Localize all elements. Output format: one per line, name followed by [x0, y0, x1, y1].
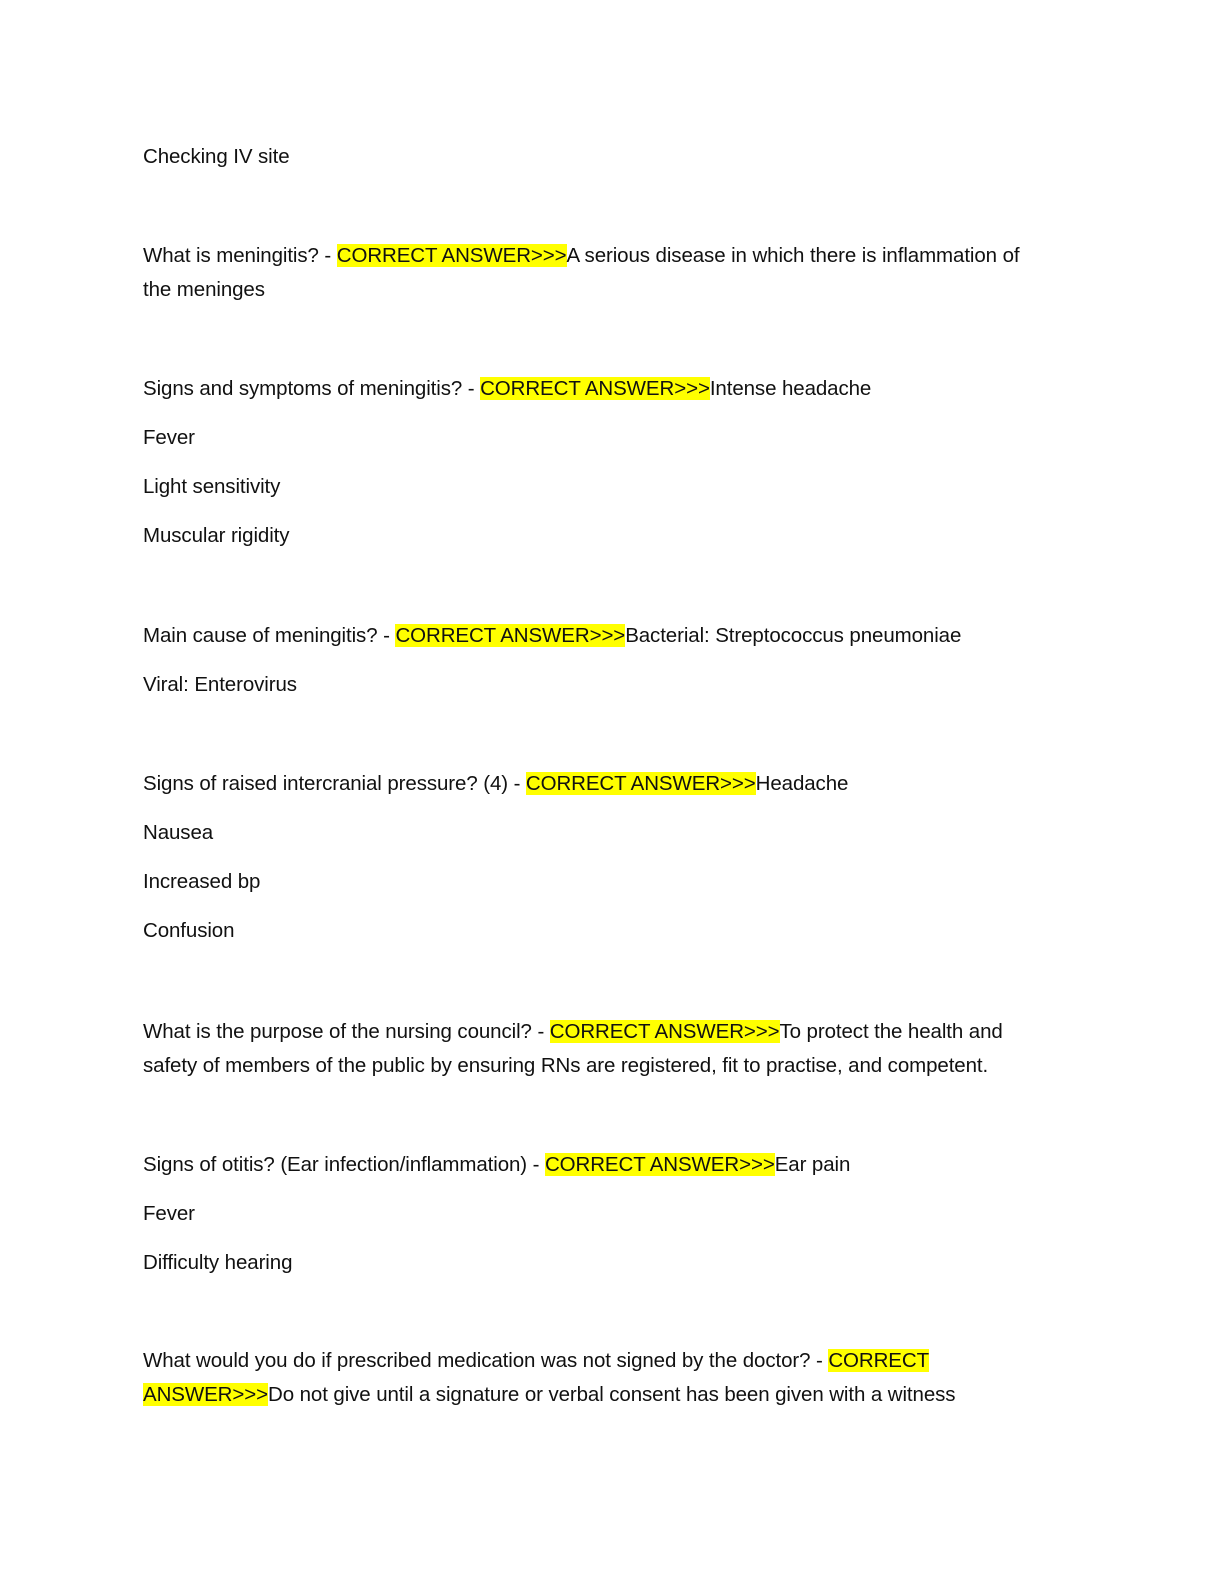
- answer-item: Increased bp: [143, 870, 261, 893]
- answer-continuation: the meninges: [143, 278, 265, 301]
- correct-answer-marker: CORRECT ANSWER>>>: [549, 1020, 780, 1043]
- correct-answer-marker: ANSWER>>>: [143, 1383, 268, 1406]
- answer-item: Confusion: [143, 919, 235, 942]
- question-text: What is the purpose of the nursing council? -: [143, 1020, 550, 1043]
- answer-text: A serious disease in which there is inflammation of: [566, 244, 1020, 267]
- answer-text: To protect the health and: [779, 1020, 1003, 1043]
- question-text: Signs of otitis? (Ear infection/inflammation) -: [143, 1153, 545, 1176]
- correct-answer-marker: CORRECT: [828, 1349, 929, 1372]
- answer-text: Bacterial: Streptococcus pneumoniae: [625, 624, 962, 647]
- qa-line: [143, 1148, 850, 1182]
- question-text: Checking IV site: [143, 145, 290, 168]
- answer-item: Fever: [143, 426, 195, 449]
- answer-item: Light sensitivity: [143, 475, 281, 498]
- correct-answer-marker: CORRECT ANSWER>>>: [544, 1153, 775, 1176]
- answer-item: Viral: Enterovirus: [143, 673, 297, 696]
- qa-line: [143, 1378, 955, 1412]
- qa-line: [143, 1344, 929, 1378]
- correct-answer-marker: CORRECT ANSWER>>>: [336, 244, 567, 267]
- answer-text: Intense headache: [709, 377, 872, 400]
- correct-answer-marker: CORRECT ANSWER>>>: [525, 772, 756, 795]
- qa-line: [143, 767, 848, 801]
- answer-item: Nausea: [143, 821, 214, 844]
- correct-answer-marker: CORRECT ANSWER>>>: [480, 377, 710, 400]
- answer-text: Headache: [755, 772, 849, 795]
- qa-line: [143, 239, 1019, 273]
- answer-continuation: safety of members of the public by ensuring RNs are registered, fit to practise, and competent.: [143, 1054, 989, 1077]
- qa-line: [143, 1015, 1003, 1049]
- qa-line: [143, 372, 871, 406]
- answer-item: Fever: [143, 1202, 195, 1225]
- question-text: What would you do if prescribed medication was not signed by the doctor? -: [143, 1349, 829, 1372]
- answer-text: Ear pain: [774, 1153, 851, 1176]
- correct-answer-marker: CORRECT ANSWER>>>: [395, 624, 626, 647]
- qa-line: [143, 619, 961, 653]
- answer-text: Do not give until a signature or verbal consent has been given with a witness: [268, 1383, 956, 1406]
- question-text: Main cause of meningitis? -: [143, 624, 396, 647]
- answer-item: Difficulty hearing: [143, 1251, 293, 1274]
- question-text: Signs of raised intercranial pressure? (4) -: [143, 772, 526, 795]
- question-text: What is meningitis? -: [143, 244, 337, 267]
- answer-item: Muscular rigidity: [143, 524, 290, 547]
- question-text: Signs and symptoms of meningitis? -: [143, 377, 481, 400]
